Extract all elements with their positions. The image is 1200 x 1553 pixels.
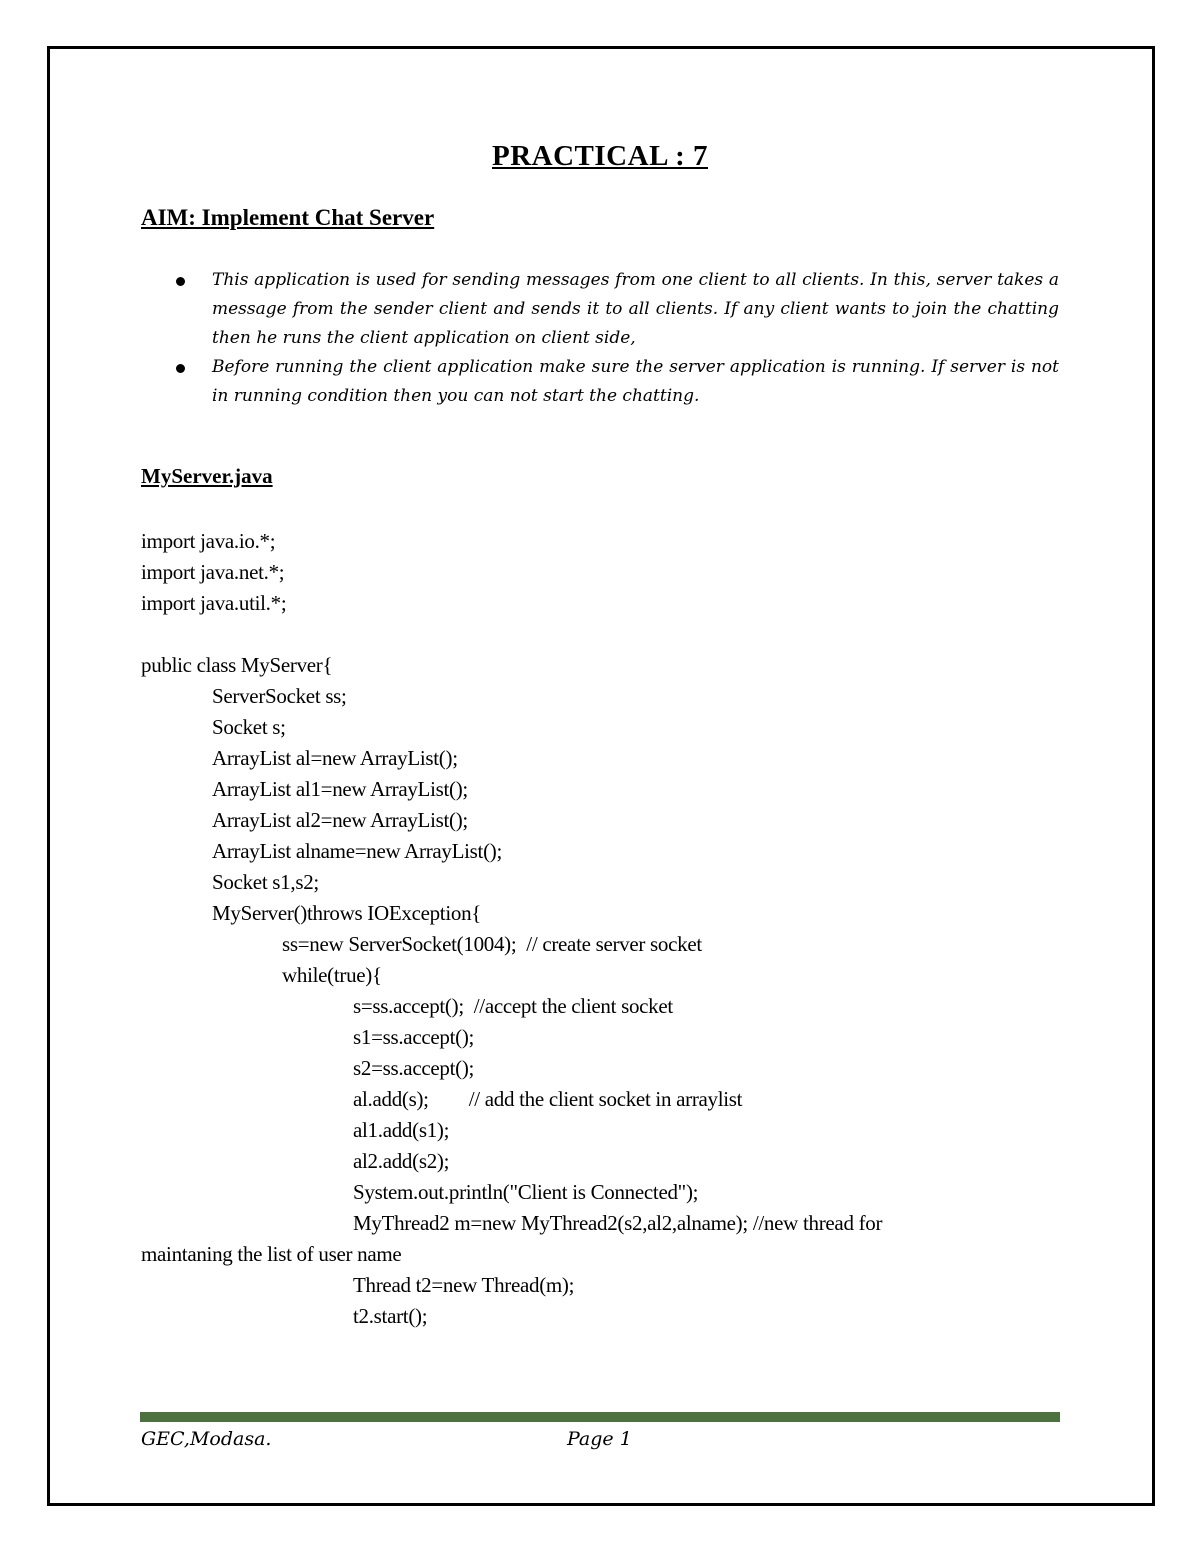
bullet-icon	[176, 277, 185, 286]
code-line: al2.add(s2);	[353, 1149, 450, 1173]
list-item-text: Before running the client application make sure the server application is running. If server is not in running condition then you can not start the chatting.	[212, 357, 1059, 406]
list-item	[141, 266, 1059, 353]
code-line: ArrayList al1=new ArrayList();	[212, 777, 468, 801]
code-line: ArrayList alname=new ArrayList();	[212, 839, 503, 863]
code-line: while(true){	[282, 963, 382, 987]
code-line: public class MyServer{	[141, 653, 333, 677]
code-line: ss=new ServerSocket(1004); // create server socket	[282, 932, 702, 956]
code-line: maintaning the list of user name	[141, 1242, 402, 1266]
code-line: t2.start();	[353, 1304, 428, 1328]
code-line: System.out.println("Client is Connected");	[353, 1180, 699, 1204]
page-title: PRACTICAL : 7	[492, 140, 708, 172]
code-blank-line	[141, 619, 1059, 650]
code-comment: // add the client socket in arraylist	[468, 1087, 743, 1111]
code-line: Socket s1,s2;	[212, 870, 319, 894]
aim-heading: AIM: Implement Chat Server	[141, 205, 435, 230]
code-line: ServerSocket ss;	[212, 684, 347, 708]
list-item-text: This application is used for sending messages from one client to all clients. In this, server takes a message from the sender client and sends it to all clients. If any client wants to join the chatting then he runs the client application on client side,	[212, 270, 1059, 348]
code-line	[141, 1084, 1059, 1115]
code-line: MyThread2 m=new MyThread2(s2,al2,alname); //new thread for	[353, 1211, 883, 1235]
code-line: s2=ss.accept();	[353, 1056, 475, 1080]
code-line: ArrayList al=new ArrayList();	[212, 746, 458, 770]
description-list	[141, 266, 1059, 411]
code-line: import java.io.*;	[141, 529, 276, 553]
list-item	[141, 353, 1059, 411]
code-line: MyServer()throws IOException{	[212, 901, 482, 925]
footer-divider	[140, 1412, 1060, 1422]
code-line: s1=ss.accept();	[353, 1025, 475, 1049]
page-number: Page 1	[567, 1428, 632, 1450]
code-line: import java.net.*;	[141, 560, 285, 584]
code-line: Thread t2=new Thread(m);	[353, 1273, 575, 1297]
code-block	[141, 526, 1059, 1332]
code-line: import java.util.*;	[141, 591, 287, 615]
footer-institution: GEC,Modasa.	[141, 1428, 272, 1450]
code-line: s=ss.accept(); //accept the client socket	[353, 994, 673, 1018]
code-statement: al.add(s);	[353, 1087, 429, 1111]
code-line: al1.add(s1);	[353, 1118, 450, 1142]
code-line: ArrayList al2=new ArrayList();	[212, 808, 468, 832]
bullet-icon	[176, 364, 185, 373]
file-heading: MyServer.java	[141, 464, 273, 488]
code-line: Socket s;	[212, 715, 286, 739]
